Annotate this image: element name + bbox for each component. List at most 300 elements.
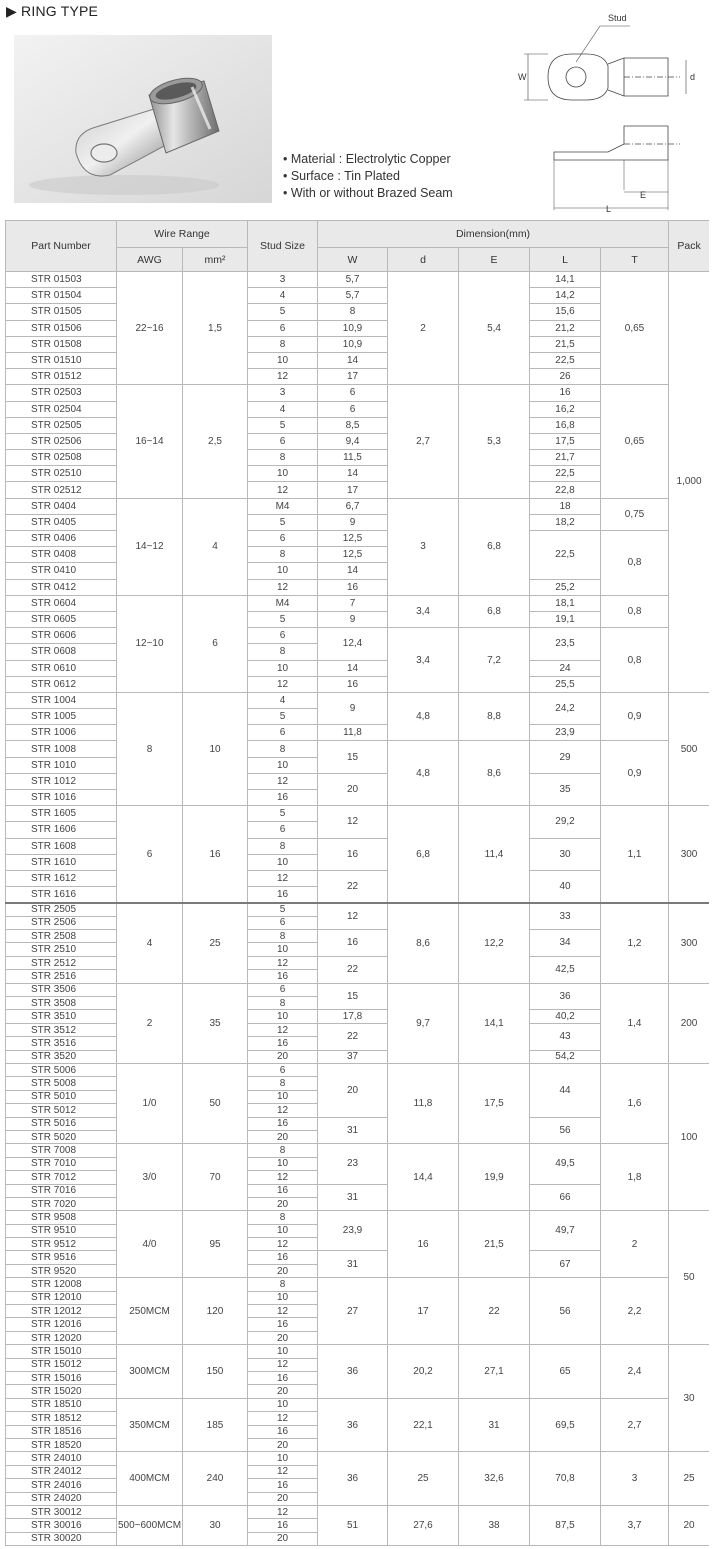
feature-material: • Material : Electrolytic Copper <box>283 152 451 166</box>
w-cell: 17 <box>318 369 388 385</box>
stud-size-cell: 6 <box>248 916 318 929</box>
stud-size-cell: 12 <box>248 773 318 789</box>
w-cell: 12 <box>318 806 388 838</box>
stud-size-cell: 12 <box>248 676 318 692</box>
l-cell: 67 <box>530 1251 601 1278</box>
table-row <box>6 628 710 644</box>
l-cell: 56 <box>530 1117 601 1144</box>
e-cell: 27,1 <box>459 1345 530 1399</box>
w-cell: 7 <box>318 595 388 611</box>
stud-size-cell: 8 <box>248 1211 318 1224</box>
w-cell: 17 <box>318 482 388 498</box>
t-cell: 0,9 <box>601 741 669 806</box>
feature-list <box>283 151 453 202</box>
part-number-cell: STR 7008 <box>6 1144 117 1157</box>
w-cell: 15 <box>318 983 388 1010</box>
stud-size-cell: 20 <box>248 1197 318 1210</box>
w-cell: 31 <box>318 1251 388 1278</box>
l-cell: 36 <box>530 983 601 1010</box>
e-cell: 6,8 <box>459 498 530 595</box>
l-cell: 25,2 <box>530 579 601 595</box>
header-d: d <box>388 248 459 272</box>
mm2-cell: 70 <box>183 1144 248 1211</box>
stud-size-cell: 4 <box>248 288 318 304</box>
l-cell: 56 <box>530 1278 601 1345</box>
w-cell: 11,5 <box>318 450 388 466</box>
part-number-cell: STR 1006 <box>6 725 117 741</box>
t-cell: 1,1 <box>601 806 669 903</box>
pack-cell: 100 <box>669 1064 709 1211</box>
pack-cell: 20 <box>669 1505 709 1545</box>
e-cell: 22 <box>459 1278 530 1345</box>
pack-cell: 300 <box>669 806 709 903</box>
e-cell: 5,4 <box>459 272 530 385</box>
stud-size-cell: 4 <box>248 401 318 417</box>
feature-surface: • Surface : Tin Plated <box>283 169 400 183</box>
l-cell: 65 <box>530 1345 601 1399</box>
part-number-cell: STR 5016 <box>6 1117 117 1130</box>
part-number-cell: STR 02504 <box>6 401 117 417</box>
stud-size-cell: 16 <box>248 1037 318 1050</box>
t-cell: 0,65 <box>601 385 669 498</box>
stud-size-cell: 12 <box>248 1505 318 1518</box>
l-cell: 33 <box>530 903 601 930</box>
stud-size-cell: 10 <box>248 1345 318 1358</box>
table-row <box>6 692 710 708</box>
table-row <box>6 806 710 822</box>
stud-size-cell: 10 <box>248 943 318 956</box>
header-wire-range: Wire Range <box>117 221 248 248</box>
stud-size-cell: 6 <box>248 433 318 449</box>
w-cell: 31 <box>318 1117 388 1144</box>
stud-size-cell: 5 <box>248 514 318 530</box>
stud-size-cell: 16 <box>248 970 318 983</box>
awg-cell: 4/0 <box>117 1211 183 1278</box>
mm2-cell: 30 <box>183 1505 248 1545</box>
part-number-cell: STR 2505 <box>6 903 117 916</box>
part-number-cell: STR 01504 <box>6 288 117 304</box>
stud-size-cell: 12 <box>248 1465 318 1478</box>
stud-size-cell: 16 <box>248 1117 318 1130</box>
stud-size-cell: 10 <box>248 1157 318 1170</box>
t-cell: 1,4 <box>601 983 669 1063</box>
l-cell: 40 <box>530 870 601 902</box>
part-number-cell: STR 1004 <box>6 692 117 708</box>
stud-size-cell: 6 <box>248 822 318 838</box>
w-cell: 12,5 <box>318 531 388 547</box>
pack-cell: 200 <box>669 983 709 1063</box>
stud-size-cell: 12 <box>248 1104 318 1117</box>
stud-size-cell: 8 <box>248 547 318 563</box>
stud-size-cell: 12 <box>248 579 318 595</box>
stud-size-cell: 20 <box>248 1130 318 1143</box>
header-pack: Pack <box>669 221 709 272</box>
part-number-cell: STR 15020 <box>6 1385 117 1398</box>
l-cell: 24,2 <box>530 692 601 724</box>
part-number-cell: STR 9516 <box>6 1251 117 1264</box>
w-cell: 23,9 <box>318 1211 388 1251</box>
stud-size-cell: 20 <box>248 1331 318 1344</box>
w-cell: 17,8 <box>318 1010 388 1023</box>
stud-size-cell: 16 <box>248 790 318 806</box>
t-cell: 0,9 <box>601 692 669 741</box>
part-number-cell: STR 1606 <box>6 822 117 838</box>
header-e: E <box>459 248 530 272</box>
l-cell: 15,6 <box>530 304 601 320</box>
stud-size-cell: 16 <box>248 1479 318 1492</box>
stud-size-cell: 8 <box>248 336 318 352</box>
awg-cell: 2 <box>117 983 183 1063</box>
w-cell: 23 <box>318 1144 388 1184</box>
e-cell: 11,4 <box>459 806 530 903</box>
e-cell: 8,8 <box>459 692 530 741</box>
w-cell: 22 <box>318 1023 388 1050</box>
part-number-cell: STR 3520 <box>6 1050 117 1063</box>
e-cell: 21,5 <box>459 1211 530 1278</box>
table-row <box>6 1505 710 1518</box>
part-number-cell: STR 02510 <box>6 466 117 482</box>
awg-cell: 500~600MCM <box>117 1505 183 1545</box>
d-cell: 4,8 <box>388 692 459 741</box>
awg-cell: 12~10 <box>117 595 183 692</box>
w-cell: 8,5 <box>318 417 388 433</box>
table-row <box>6 498 710 514</box>
part-number-cell: STR 18520 <box>6 1438 117 1451</box>
stud-size-cell: 5 <box>248 417 318 433</box>
l-label: L <box>606 204 612 214</box>
stud-size-cell: M4 <box>248 498 318 514</box>
part-number-cell: STR 9520 <box>6 1264 117 1277</box>
t-cell: 1,2 <box>601 903 669 983</box>
stud-size-cell: 8 <box>248 930 318 943</box>
spec-table <box>5 220 709 1546</box>
stud-size-cell: 10 <box>248 660 318 676</box>
stud-size-cell: 6 <box>248 725 318 741</box>
stud-size-cell: 8 <box>248 450 318 466</box>
stud-size-cell: M4 <box>248 595 318 611</box>
e-cell: 19,9 <box>459 1144 530 1211</box>
l-cell: 42,5 <box>530 956 601 983</box>
d-cell: 4,8 <box>388 741 459 806</box>
t-cell: 0,65 <box>601 272 669 385</box>
pack-cell: 50 <box>669 1211 709 1345</box>
t-cell: 0,75 <box>601 498 669 530</box>
table-row <box>6 385 710 401</box>
part-number-cell: STR 7016 <box>6 1184 117 1197</box>
part-number-cell: STR 18510 <box>6 1398 117 1411</box>
awg-cell: 3/0 <box>117 1144 183 1211</box>
table-row <box>6 1144 710 1157</box>
w-cell: 12,5 <box>318 547 388 563</box>
pack-cell: 500 <box>669 692 709 805</box>
w-cell: 12,4 <box>318 628 388 660</box>
l-cell: 40,2 <box>530 1010 601 1023</box>
part-number-cell: STR 02505 <box>6 417 117 433</box>
l-cell: 23,9 <box>530 725 601 741</box>
part-number-cell: STR 15010 <box>6 1345 117 1358</box>
awg-cell: 6 <box>117 806 183 903</box>
header-w: W <box>318 248 388 272</box>
stud-size-cell: 10 <box>248 1224 318 1237</box>
part-number-cell: STR 3508 <box>6 997 117 1010</box>
part-number-cell: STR 01503 <box>6 272 117 288</box>
l-cell: 70,8 <box>530 1452 601 1506</box>
awg-cell: 22~16 <box>117 272 183 385</box>
d-cell: 17 <box>388 1278 459 1345</box>
l-cell: 21,5 <box>530 336 601 352</box>
w-cell: 36 <box>318 1398 388 1452</box>
table-row <box>6 1211 710 1224</box>
terminal-dimension-drawing <box>508 4 708 214</box>
l-cell: 49,7 <box>530 1211 601 1251</box>
w-cell: 16 <box>318 930 388 957</box>
w-cell: 9,4 <box>318 433 388 449</box>
w-cell: 5,7 <box>318 272 388 288</box>
part-number-cell: STR 3506 <box>6 983 117 996</box>
stud-size-cell: 12 <box>248 369 318 385</box>
table-row <box>6 531 710 547</box>
part-number-cell: STR 1012 <box>6 773 117 789</box>
stud-size-cell: 12 <box>248 1305 318 1318</box>
mm2-cell: 1,5 <box>183 272 248 385</box>
ring-terminal-photo <box>14 35 272 203</box>
t-cell: 2,7 <box>601 1398 669 1452</box>
part-number-cell: STR 5020 <box>6 1130 117 1143</box>
w-cell: 16 <box>318 838 388 870</box>
w-cell: 36 <box>318 1345 388 1399</box>
stud-size-cell: 5 <box>248 806 318 822</box>
w-cell: 14 <box>318 466 388 482</box>
part-number-cell: STR 5010 <box>6 1090 117 1103</box>
e-cell: 6,8 <box>459 595 530 627</box>
l-cell: 16,2 <box>530 401 601 417</box>
stud-size-cell: 16 <box>248 1425 318 1438</box>
mm2-cell: 10 <box>183 692 248 805</box>
stud-label: Stud <box>608 13 627 23</box>
l-cell: 18 <box>530 498 601 514</box>
l-cell: 16 <box>530 385 601 401</box>
part-number-cell: STR 12012 <box>6 1305 117 1318</box>
l-cell: 54,2 <box>530 1050 601 1063</box>
w-label: W <box>518 72 527 82</box>
part-number-cell: STR 24020 <box>6 1492 117 1505</box>
stud-size-cell: 20 <box>248 1492 318 1505</box>
table-row <box>6 1398 710 1411</box>
d-cell: 11,8 <box>388 1064 459 1144</box>
w-cell: 51 <box>318 1505 388 1545</box>
stud-size-cell: 8 <box>248 1077 318 1090</box>
stud-size-cell: 6 <box>248 628 318 644</box>
stud-size-cell: 5 <box>248 709 318 725</box>
l-cell: 14,1 <box>530 272 601 288</box>
stud-size-cell: 5 <box>248 903 318 916</box>
w-cell: 5,7 <box>318 288 388 304</box>
part-number-cell: STR 0610 <box>6 660 117 676</box>
w-cell: 14 <box>318 660 388 676</box>
part-number-cell: STR 1612 <box>6 870 117 886</box>
w-cell: 15 <box>318 741 388 773</box>
mm2-cell: 95 <box>183 1211 248 1278</box>
e-cell: 31 <box>459 1398 530 1452</box>
part-number-cell: STR 0604 <box>6 595 117 611</box>
spec-table-body <box>6 272 710 1546</box>
part-number-cell: STR 15016 <box>6 1371 117 1384</box>
part-number-cell: STR 01506 <box>6 320 117 336</box>
part-number-cell: STR 02506 <box>6 433 117 449</box>
stud-size-cell: 6 <box>248 983 318 996</box>
stud-size-cell: 8 <box>248 644 318 660</box>
t-cell: 2,4 <box>601 1345 669 1399</box>
mm2-cell: 240 <box>183 1452 248 1506</box>
pack-cell: 30 <box>669 1345 709 1452</box>
part-number-cell: STR 18516 <box>6 1425 117 1438</box>
w-cell: 6 <box>318 401 388 417</box>
d-cell: 20,2 <box>388 1345 459 1399</box>
part-number-cell: STR 1016 <box>6 790 117 806</box>
stud-size-cell: 4 <box>248 692 318 708</box>
part-number-cell: STR 5012 <box>6 1104 117 1117</box>
e-label: E <box>640 190 647 200</box>
spec-table-container <box>5 220 709 1549</box>
l-cell: 21,7 <box>530 450 601 466</box>
table-row <box>6 272 710 288</box>
part-number-cell: STR 15012 <box>6 1358 117 1371</box>
part-number-cell: STR 02503 <box>6 385 117 401</box>
part-number-cell: STR 0412 <box>6 579 117 595</box>
awg-cell: 8 <box>117 692 183 805</box>
l-cell: 66 <box>530 1184 601 1211</box>
stud-size-cell: 3 <box>248 385 318 401</box>
part-number-cell: STR 30012 <box>6 1505 117 1518</box>
w-cell: 31 <box>318 1184 388 1211</box>
part-number-cell: STR 12020 <box>6 1331 117 1344</box>
l-cell: 34 <box>530 930 601 957</box>
l-cell: 18,1 <box>530 595 601 611</box>
stud-size-cell: 6 <box>248 320 318 336</box>
w-cell: 14 <box>318 563 388 579</box>
l-cell: 22,5 <box>530 531 601 580</box>
part-number-cell: STR 0406 <box>6 531 117 547</box>
stud-size-cell: 5 <box>248 611 318 627</box>
stud-size-cell: 10 <box>248 1090 318 1103</box>
part-number-cell: STR 2510 <box>6 943 117 956</box>
stud-size-cell: 16 <box>248 1318 318 1331</box>
part-number-cell: STR 3516 <box>6 1037 117 1050</box>
part-number-cell: STR 9508 <box>6 1211 117 1224</box>
awg-cell: 4 <box>117 903 183 983</box>
part-number-cell: STR 1005 <box>6 709 117 725</box>
stud-size-cell: 10 <box>248 1398 318 1411</box>
stud-size-cell: 5 <box>248 304 318 320</box>
mm2-cell: 50 <box>183 1064 248 1144</box>
part-number-cell: STR 3512 <box>6 1023 117 1036</box>
w-cell: 22 <box>318 956 388 983</box>
e-cell: 17,5 <box>459 1064 530 1144</box>
part-number-cell: STR 12010 <box>6 1291 117 1304</box>
stud-size-cell: 20 <box>248 1438 318 1451</box>
part-number-cell: STR 12016 <box>6 1318 117 1331</box>
t-cell: 0,8 <box>601 628 669 693</box>
d-cell: 27,6 <box>388 1505 459 1545</box>
part-number-cell: STR 2512 <box>6 956 117 969</box>
stud-size-cell: 12 <box>248 1358 318 1371</box>
awg-cell: 300MCM <box>117 1345 183 1399</box>
part-number-cell: STR 2516 <box>6 970 117 983</box>
stud-size-cell: 8 <box>248 997 318 1010</box>
table-row <box>6 1064 710 1077</box>
header-awg: AWG <box>117 248 183 272</box>
w-cell: 8 <box>318 304 388 320</box>
part-number-cell: STR 9512 <box>6 1238 117 1251</box>
stud-size-cell: 10 <box>248 1010 318 1023</box>
stud-size-cell: 16 <box>248 1251 318 1264</box>
stud-size-cell: 12 <box>248 956 318 969</box>
part-number-cell: STR 9510 <box>6 1224 117 1237</box>
header-dimension: Dimension(mm) <box>318 221 669 248</box>
part-number-cell: STR 3510 <box>6 1010 117 1023</box>
e-cell: 7,2 <box>459 628 530 693</box>
w-cell: 12 <box>318 903 388 930</box>
d-label: d <box>690 72 696 82</box>
mm2-cell: 6 <box>183 595 248 692</box>
mm2-cell: 120 <box>183 1278 248 1345</box>
l-cell: 16,8 <box>530 417 601 433</box>
w-cell: 9 <box>318 692 388 724</box>
stud-size-cell: 10 <box>248 466 318 482</box>
t-cell: 3,7 <box>601 1505 669 1545</box>
t-cell: 2 <box>601 1211 669 1278</box>
stud-size-cell: 12 <box>248 1412 318 1425</box>
l-cell: 22,8 <box>530 482 601 498</box>
l-cell: 21,2 <box>530 320 601 336</box>
w-cell: 11,8 <box>318 725 388 741</box>
part-number-cell: STR 1010 <box>6 757 117 773</box>
stud-size-cell: 20 <box>248 1050 318 1063</box>
l-cell: 30 <box>530 838 601 870</box>
stud-size-cell: 10 <box>248 757 318 773</box>
part-number-cell: STR 7020 <box>6 1197 117 1210</box>
stud-size-cell: 8 <box>248 1144 318 1157</box>
e-cell: 12,2 <box>459 903 530 983</box>
mm2-cell: 4 <box>183 498 248 595</box>
stud-size-cell: 10 <box>248 854 318 870</box>
part-number-cell: STR 2508 <box>6 930 117 943</box>
d-cell: 2,7 <box>388 385 459 498</box>
mm2-cell: 35 <box>183 983 248 1063</box>
table-row <box>6 983 710 996</box>
mm2-cell: 150 <box>183 1345 248 1399</box>
d-cell: 3,4 <box>388 595 459 627</box>
stud-size-cell: 6 <box>248 1064 318 1077</box>
t-cell: 0,8 <box>601 531 669 596</box>
part-number-cell: STR 01510 <box>6 352 117 368</box>
d-cell: 22,1 <box>388 1398 459 1452</box>
e-cell: 38 <box>459 1505 530 1545</box>
part-number-cell: STR 7010 <box>6 1157 117 1170</box>
t-cell: 1,6 <box>601 1064 669 1144</box>
awg-cell: 14~12 <box>117 498 183 595</box>
stud-size-cell: 20 <box>248 1264 318 1277</box>
header-part-number: Part Number <box>6 221 117 272</box>
w-cell: 37 <box>318 1050 388 1063</box>
awg-cell: 350MCM <box>117 1398 183 1452</box>
part-number-cell: STR 1608 <box>6 838 117 854</box>
stud-size-cell: 10 <box>248 1291 318 1304</box>
l-cell: 18,2 <box>530 514 601 530</box>
part-number-cell: STR 24016 <box>6 1479 117 1492</box>
w-cell: 6,7 <box>318 498 388 514</box>
stud-size-cell: 12 <box>248 482 318 498</box>
